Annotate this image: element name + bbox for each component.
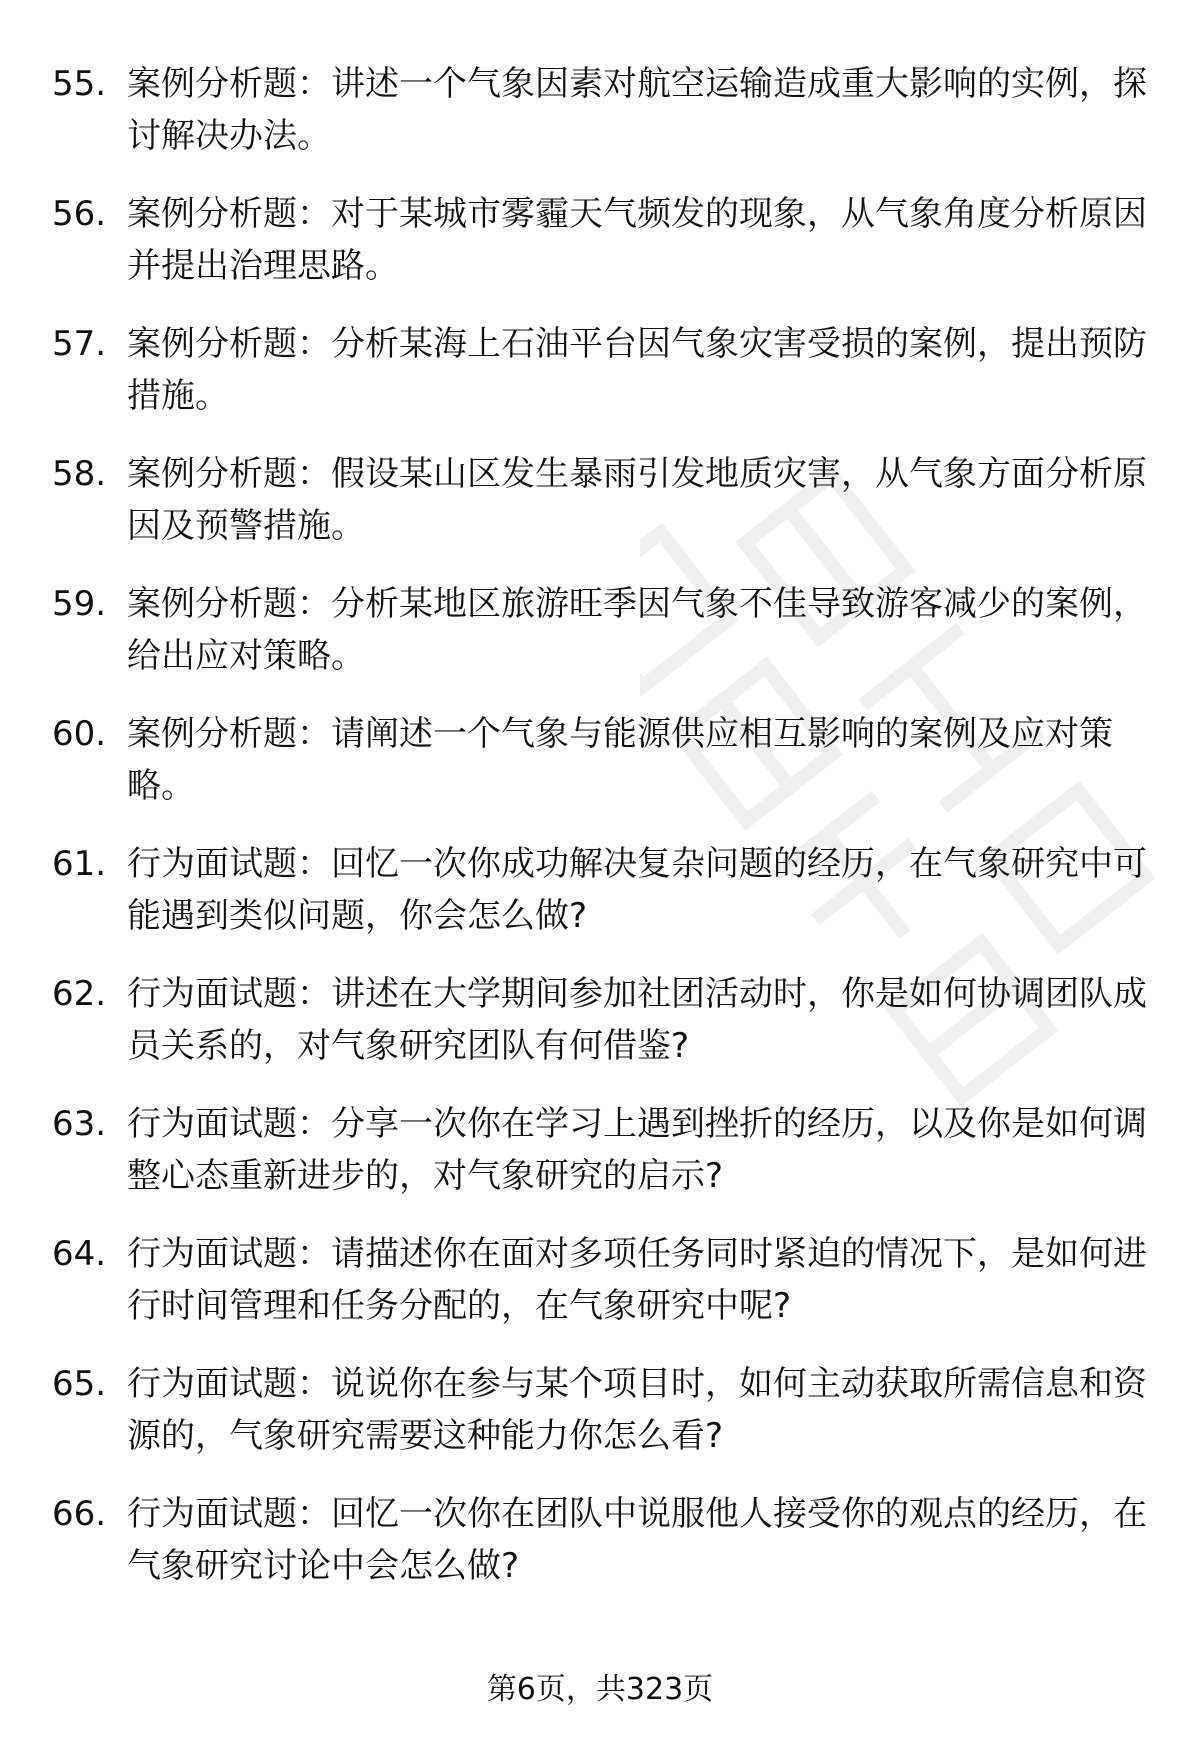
- list-item: [52, 58, 1152, 162]
- question-text: 行为面试题：回忆一次你在团队中说服他人接受你的观点的经历，在气象研究讨论中会怎么做?: [127, 1494, 1147, 1586]
- page-footer: [0, 1670, 1200, 1710]
- question-number: 55.: [52, 64, 107, 104]
- question-text: 案例分析题：讲述一个气象因素对航空运输造成重大影响的实例，探讨解决办法。: [127, 64, 1147, 156]
- question-number: 63.: [52, 1104, 107, 1144]
- question-text: 行为面试题：讲述在大学期间参加社团活动时，你是如何协调团队成员关系的，对气象研究团队有何借鉴?: [127, 974, 1147, 1066]
- list-item: [52, 188, 1152, 292]
- question-list: [52, 58, 1152, 1618]
- list-item: [52, 448, 1152, 552]
- question-number: 58.: [52, 454, 107, 494]
- question-text: 行为面试题：回忆一次你成功解决复杂问题的经历，在气象研究中可能遇到类似问题，你会怎么做?: [127, 844, 1147, 936]
- list-item: [52, 708, 1152, 812]
- list-item: [52, 1488, 1152, 1592]
- question-number: 56.: [52, 194, 107, 234]
- question-number: 57.: [52, 324, 107, 364]
- question-number: 65.: [52, 1364, 107, 1404]
- question-text: 行为面试题：说说你在参与某个项目时，如何主动获取所需信息和资源的，气象研究需要这种能力你怎么看?: [127, 1364, 1147, 1456]
- question-number: 61.: [52, 844, 107, 884]
- list-item: [52, 1358, 1152, 1462]
- list-item: [52, 968, 1152, 1072]
- list-item: [52, 1098, 1152, 1202]
- question-number: 64.: [52, 1234, 107, 1274]
- list-item: [52, 578, 1152, 682]
- question-number: 60.: [52, 714, 107, 754]
- question-text: 案例分析题：假设某山区发生暴雨引发地质灾害，从气象方面分析原因及预警措施。: [127, 454, 1147, 546]
- question-text: 案例分析题：分析某地区旅游旺季因气象不佳导致游客减少的案例，给出应对策略。: [127, 584, 1147, 676]
- question-number: 62.: [52, 974, 107, 1014]
- question-text: 案例分析题：分析某海上石油平台因气象灾害受损的案例，提出预防措施。: [127, 324, 1147, 416]
- question-text: 案例分析题：对于某城市雾霾天气频发的现象，从气象角度分析原因并提出治理思路。: [127, 194, 1147, 286]
- list-item: [52, 1228, 1152, 1332]
- question-text: 行为面试题：请描述你在面对多项任务同时紧迫的情况下，是如何进行时间管理和任务分配的，在气象研究中呢?: [127, 1234, 1147, 1326]
- question-text: 行为面试题：分享一次你在学习上遇到挫折的经历，以及你是如何调整心态重新进步的，对气象研究的启示?: [127, 1104, 1147, 1196]
- page-number-label: 第6页，共323页: [486, 1672, 714, 1707]
- list-item: [52, 318, 1152, 422]
- question-number: 59.: [52, 584, 107, 624]
- list-item: [52, 838, 1152, 942]
- question-text: 案例分析题：请阐述一个气象与能源供应相互影响的案例及应对策略。: [127, 714, 1113, 806]
- question-number: 66.: [52, 1494, 107, 1534]
